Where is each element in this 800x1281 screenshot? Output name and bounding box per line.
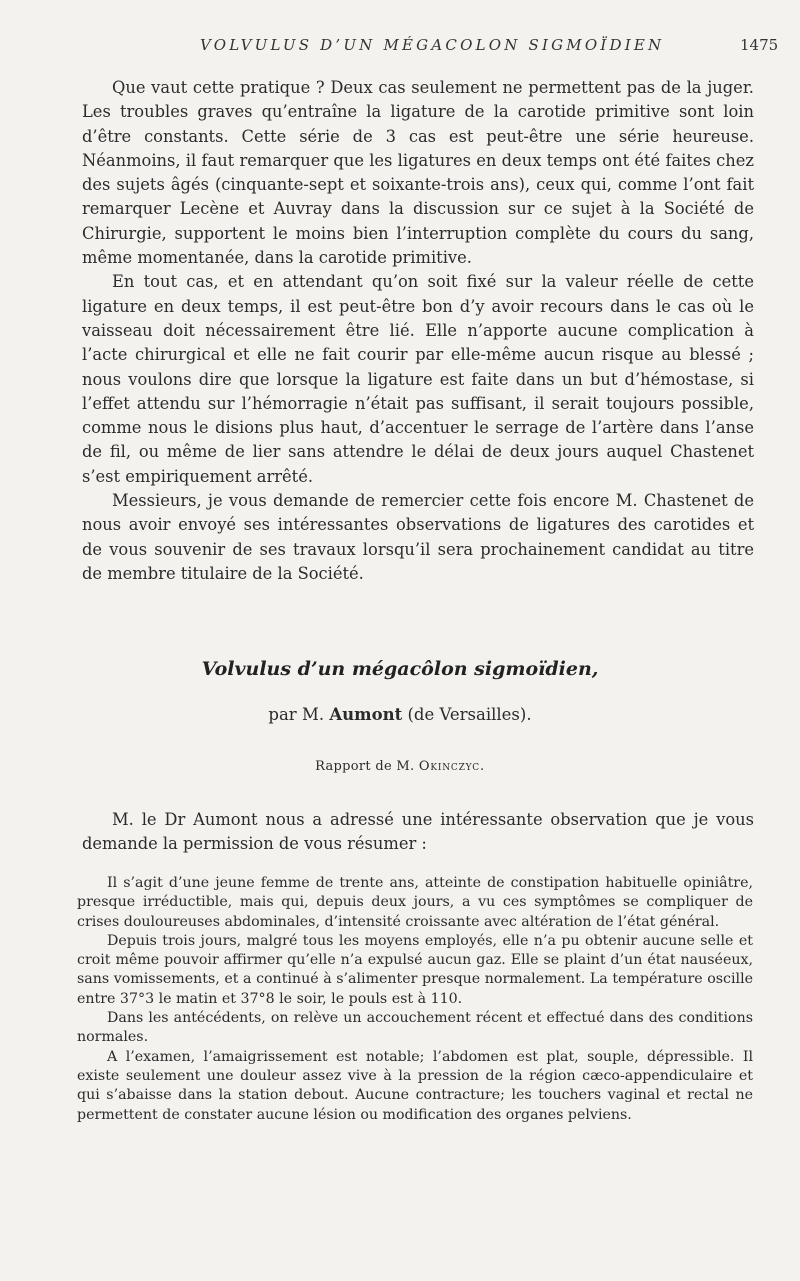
intro-paragraph: M. le Dr Aumont nous a adressé une intéressante observation que je vous demande la permission de vous résumer : [82,810,754,854]
byline [0,705,800,724]
byline-author: Aumont [329,705,403,724]
report-prefix: Rapport de M. [315,759,415,774]
observation-paragraph: A l’examen, l’amaigrissement est notable; l’abdomen est plat, souple, dépressible. Il existe seulement une douleur assez vive à la pression de la région cæco-appendiculaire et qui s’abaisse dans la station debout. Aucune contracture; les touchers vaginal et rectal ne permettent de constater aucune lésion ou modification des organes pelviens. [77,1048,753,1123]
running-title: VOLVULUS D’UN MÉGACOLON SIGMOÏDIEN [200,36,665,54]
paragraph: En tout cas, et en attendant qu’on soit fixé sur la valeur réelle de cette ligature en deux temps, il est peut-être bon d’y avoir recours dans le cas où le vaisseau doit nécessairement être lié. Elle n’apporte aucune complication à l’acte chirurgical et elle ne fait courir par elle-même aucun risque au blessé ; nous voulons dire que lorsque la ligature est faite dans un but d’hémostase, si l’effet attendu sur l’hémorragie n’était pas suffisant, il serait toujours possible, comme nous le disions plus haut, d’accentuer le serrage de l’artère dans l’anse de fil, ou même de lier sans attendre le délai de deux jours auquel Chastenet s’est empiriquement arrêté. [82,272,754,486]
observation-text [77,874,753,1125]
report-attribution [0,759,800,774]
observation-paragraph: Depuis trois jours, malgré tous les moyens employés, elle n’a pu obtenir aucune selle et croit même pouvoir affirmer qu’elle n’a expulsé aucun gaz. Elle se plaint d’un état nauséeux, sans vomissements, et a continué à s’alimenter presque normalement. La température oscille entre 37°3 le matin et 37°8 le soir, le pouls est à 110. [77,932,753,1007]
paragraph: Que vaut cette pratique ? Deux cas seulement ne permettent pas de la juger. Les troubles graves qu’entraîne la ligature de la carotide primitive sont loin d’être constants. Cette série de 3 cas est peut-être une série heureuse. Néanmoins, il faut remarquer que les ligatures en deux temps ont été faites chez des sujets âgés (cinquante-sept et soixante-trois ans), ceux qui, comme l’ont fait remarquer Lecène et Auvray dans la discussion sur ce sujet à la Société de Chirurgie, supportent le moins bien l’interruption complète du cours du sang, même momentanée, dans la carotide primitive. [82,78,754,268]
byline-prefix: par M. [268,705,325,724]
observation-paragraph: Il s’agit d’une jeune femme de trente ans, atteinte de constipation habituelle opiniâtre, presque irréductible, mais qui, depuis deux jours, a vu ces symptômes se compliquer de crises douloureuses abdominales, d’intensité croissante avec altération de l’état général. [77,875,753,930]
byline-suffix: (de Versailles). [407,705,532,724]
running-header [0,36,800,60]
page-number: 1475 [740,36,779,54]
previous-report-text [82,76,754,586]
report-author: Okinczyc. [418,759,485,774]
paragraph: Messieurs, je vous demande de remercier cette fois encore M. Chastenet de nous avoir envoyé ses intéressantes observations de ligatures des carotides et de vous souvenir de ses travaux lorsqu’il sera prochainement candidat au titre de membre titulaire de la Société. [82,491,754,583]
article-title: Volvulus d’un mégacôlon sigmoïdien, [201,658,599,680]
observation-paragraph: Dans les antécédents, on relève un accouchement récent et effectué dans des conditions normales. [77,1010,753,1046]
